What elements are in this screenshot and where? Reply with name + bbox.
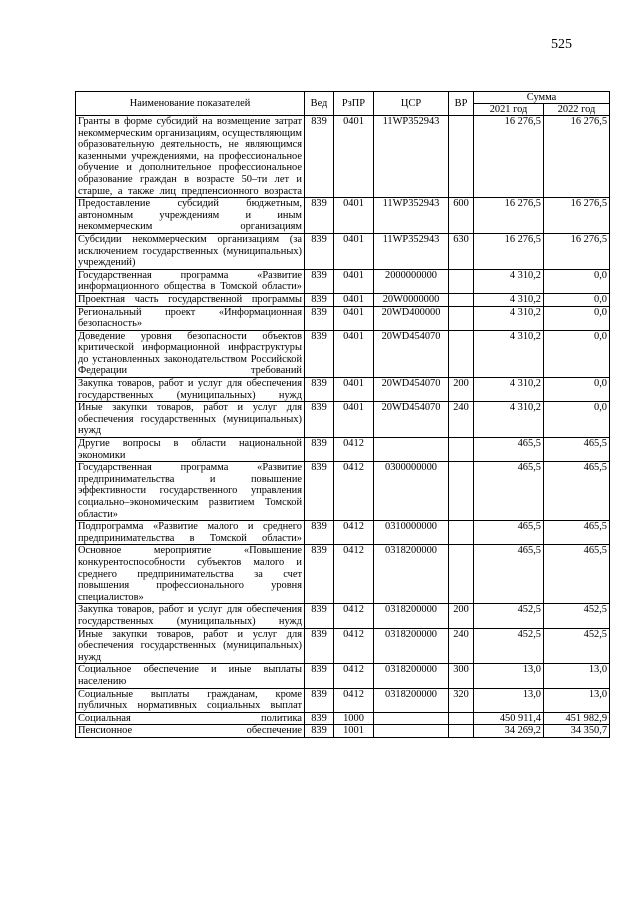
row-ved: 839	[305, 233, 334, 269]
table-row	[76, 330, 610, 377]
row-rzpr: 1000	[334, 712, 374, 725]
row-vr: 240	[449, 402, 474, 438]
row-sum-2021: 13,0	[474, 688, 544, 712]
table-row	[76, 293, 610, 306]
table-row	[76, 688, 610, 712]
row-sum-2022: 13,0	[544, 664, 610, 688]
row-vr	[449, 330, 474, 377]
row-name: Подпрограмма «Развитие малого и среднего предпринимательства в Томской области»	[76, 521, 305, 545]
row-sum-2022: 0,0	[544, 378, 610, 402]
row-sum-2021: 16 276,5	[474, 116, 544, 198]
row-vr	[449, 521, 474, 545]
row-sum-2021: 4 310,2	[474, 306, 544, 330]
row-csr: 20W0000000	[374, 293, 449, 306]
header-vr: ВР	[449, 92, 474, 116]
row-csr: 0318200000	[374, 688, 449, 712]
row-sum-2021: 465,5	[474, 521, 544, 545]
table-row	[76, 725, 610, 738]
table-row	[76, 402, 610, 438]
row-rzpr: 0401	[334, 116, 374, 198]
row-vr	[449, 725, 474, 738]
row-rzpr: 0401	[334, 198, 374, 234]
row-sum-2022: 465,5	[544, 462, 610, 521]
row-name: Доведение уровня безопасности объектов критической информационной инфраструктуры до установленных законодательством Российской Федерации требований	[76, 330, 305, 377]
row-ved: 839	[305, 438, 334, 462]
table-row	[76, 628, 610, 664]
budget-table	[75, 91, 610, 738]
header-rzpr: РзПР	[334, 92, 374, 116]
row-sum-2021: 4 310,2	[474, 269, 544, 293]
row-sum-2022: 34 350,7	[544, 725, 610, 738]
row-name: Государственная программа «Развитие предпринимательства и повышение эффективности государственного управления социально–экономическим развитием Томской области»	[76, 462, 305, 521]
row-sum-2022: 0,0	[544, 269, 610, 293]
row-csr	[374, 438, 449, 462]
row-ved: 839	[305, 402, 334, 438]
row-vr: 300	[449, 664, 474, 688]
row-csr: 0300000000	[374, 462, 449, 521]
row-ved: 839	[305, 725, 334, 738]
row-vr: 630	[449, 233, 474, 269]
row-sum-2022: 0,0	[544, 306, 610, 330]
row-sum-2022: 465,5	[544, 545, 610, 604]
row-name: Государственная программа «Развитие информационного общества в Томской области»	[76, 269, 305, 293]
row-rzpr: 0412	[334, 462, 374, 521]
table-row	[76, 604, 610, 628]
row-ved: 839	[305, 293, 334, 306]
row-rzpr: 0412	[334, 628, 374, 664]
table-row	[76, 664, 610, 688]
row-ved: 839	[305, 688, 334, 712]
row-ved: 839	[305, 712, 334, 725]
header-sum: Сумма	[474, 92, 610, 104]
row-vr	[449, 545, 474, 604]
row-sum-2021: 16 276,5	[474, 198, 544, 234]
row-name: Иные закупки товаров, работ и услуг для обеспечения государственных (муниципальных) нужд	[76, 402, 305, 438]
row-csr: 20WD454070	[374, 402, 449, 438]
row-vr	[449, 269, 474, 293]
page-number: 525	[551, 37, 572, 52]
row-csr: 0318200000	[374, 545, 449, 604]
header-ved: Вед	[305, 92, 334, 116]
table-row	[76, 198, 610, 234]
table-row	[76, 462, 610, 521]
row-sum-2022: 0,0	[544, 402, 610, 438]
row-sum-2021: 450 911,4	[474, 712, 544, 725]
row-csr: 20WD454070	[374, 330, 449, 377]
table-row	[76, 269, 610, 293]
row-name: Проектная часть государственной программы	[76, 293, 305, 306]
row-sum-2022: 16 276,5	[544, 198, 610, 234]
row-csr: 20WD454070	[374, 378, 449, 402]
row-sum-2021: 465,5	[474, 438, 544, 462]
row-rzpr: 0401	[334, 269, 374, 293]
header-2021: 2021 год	[474, 104, 544, 116]
row-ved: 839	[305, 628, 334, 664]
row-rzpr: 0412	[334, 664, 374, 688]
table-row	[76, 378, 610, 402]
row-sum-2021: 16 276,5	[474, 233, 544, 269]
row-csr: 11WP352943	[374, 116, 449, 198]
row-sum-2022: 16 276,5	[544, 233, 610, 269]
table-row	[76, 306, 610, 330]
row-rzpr: 0401	[334, 233, 374, 269]
row-vr	[449, 293, 474, 306]
row-name: Пенсионное обеспечение	[76, 725, 305, 738]
row-name: Закупка товаров, работ и услуг для обеспечения государственных (муниципальных) нужд	[76, 378, 305, 402]
row-vr	[449, 438, 474, 462]
row-vr	[449, 306, 474, 330]
row-sum-2021: 4 310,2	[474, 293, 544, 306]
row-csr: 0318200000	[374, 628, 449, 664]
row-sum-2021: 452,5	[474, 628, 544, 664]
row-sum-2022: 465,5	[544, 438, 610, 462]
row-name: Социальное обеспечение и иные выплаты населению	[76, 664, 305, 688]
row-sum-2021: 465,5	[474, 545, 544, 604]
table-row	[76, 521, 610, 545]
row-vr: 600	[449, 198, 474, 234]
table-row	[76, 116, 610, 198]
row-csr	[374, 712, 449, 725]
table-row	[76, 438, 610, 462]
row-name: Региональный проект «Информационная безопасность»	[76, 306, 305, 330]
row-name: Гранты в форме субсидий на возмещение затрат некоммерческим организациям, осуществляющим образовательную деятельность, не являющимся казенными учреждениями, на профессиональное обучение и дополнительное профессиональное образование граждан в возрасте 50–ти лет и старше, а также лиц предпенсионного возраста	[76, 116, 305, 198]
row-sum-2022: 452,5	[544, 628, 610, 664]
row-rzpr: 0412	[334, 545, 374, 604]
header-csr: ЦСР	[374, 92, 449, 116]
table-row	[76, 545, 610, 604]
row-sum-2022: 465,5	[544, 521, 610, 545]
row-rzpr: 0401	[334, 293, 374, 306]
row-name: Иные закупки товаров, работ и услуг для обеспечения государственных (муниципальных) нужд	[76, 628, 305, 664]
row-rzpr: 0401	[334, 378, 374, 402]
row-ved: 839	[305, 330, 334, 377]
row-sum-2022: 451 982,9	[544, 712, 610, 725]
row-sum-2022: 0,0	[544, 293, 610, 306]
row-ved: 839	[305, 604, 334, 628]
row-ved: 839	[305, 664, 334, 688]
row-ved: 839	[305, 269, 334, 293]
row-sum-2021: 4 310,2	[474, 378, 544, 402]
table-row	[76, 233, 610, 269]
row-sum-2021: 4 310,2	[474, 330, 544, 377]
row-vr: 200	[449, 378, 474, 402]
row-rzpr: 0401	[334, 330, 374, 377]
row-ved: 839	[305, 198, 334, 234]
row-name: Другие вопросы в области национальной экономики	[76, 438, 305, 462]
row-name: Социальная политика	[76, 712, 305, 725]
row-sum-2022: 13,0	[544, 688, 610, 712]
row-ved: 839	[305, 306, 334, 330]
table-row	[76, 712, 610, 725]
row-csr: 2000000000	[374, 269, 449, 293]
header-2022: 2022 год	[544, 104, 610, 116]
row-rzpr: 0401	[334, 402, 374, 438]
row-vr	[449, 462, 474, 521]
row-name: Закупка товаров, работ и услуг для обеспечения государственных (муниципальных) нужд	[76, 604, 305, 628]
row-vr	[449, 116, 474, 198]
row-sum-2022: 0,0	[544, 330, 610, 377]
row-sum-2021: 13,0	[474, 664, 544, 688]
row-ved: 839	[305, 378, 334, 402]
row-vr: 200	[449, 604, 474, 628]
row-name: Основное мероприятие «Повышение конкурентоспособности субъектов малого и среднего предпринимательства за счет повышения профессионального уровня специалистов»	[76, 545, 305, 604]
row-rzpr: 0401	[334, 306, 374, 330]
row-ved: 839	[305, 521, 334, 545]
header-name: Наименование показателей	[76, 92, 305, 116]
row-ved: 839	[305, 545, 334, 604]
row-sum-2022: 16 276,5	[544, 116, 610, 198]
row-rzpr: 0412	[334, 521, 374, 545]
row-csr: 0310000000	[374, 521, 449, 545]
row-sum-2021: 34 269,2	[474, 725, 544, 738]
row-sum-2021: 4 310,2	[474, 402, 544, 438]
row-vr: 320	[449, 688, 474, 712]
row-rzpr: 1001	[334, 725, 374, 738]
row-name: Субсидии некоммерческим организациям (за исключением государственных (муниципальных) учреждений)	[76, 233, 305, 269]
row-sum-2021: 452,5	[474, 604, 544, 628]
row-csr: 11WP352943	[374, 198, 449, 234]
row-vr	[449, 712, 474, 725]
row-name: Предоставление субсидий бюджетным, автономным учреждениям и иным некоммерческим организациям	[76, 198, 305, 234]
row-vr: 240	[449, 628, 474, 664]
row-rzpr: 0412	[334, 688, 374, 712]
row-sum-2022: 452,5	[544, 604, 610, 628]
row-csr: 0318200000	[374, 664, 449, 688]
row-sum-2021: 465,5	[474, 462, 544, 521]
row-ved: 839	[305, 462, 334, 521]
row-rzpr: 0412	[334, 604, 374, 628]
row-ved: 839	[305, 116, 334, 198]
row-csr: 0318200000	[374, 604, 449, 628]
row-name: Социальные выплаты гражданам, кроме публичных нормативных социальных выплат	[76, 688, 305, 712]
row-csr: 11WP352943	[374, 233, 449, 269]
table-body	[76, 116, 610, 738]
row-csr: 20WD400000	[374, 306, 449, 330]
row-csr	[374, 725, 449, 738]
row-rzpr: 0412	[334, 438, 374, 462]
